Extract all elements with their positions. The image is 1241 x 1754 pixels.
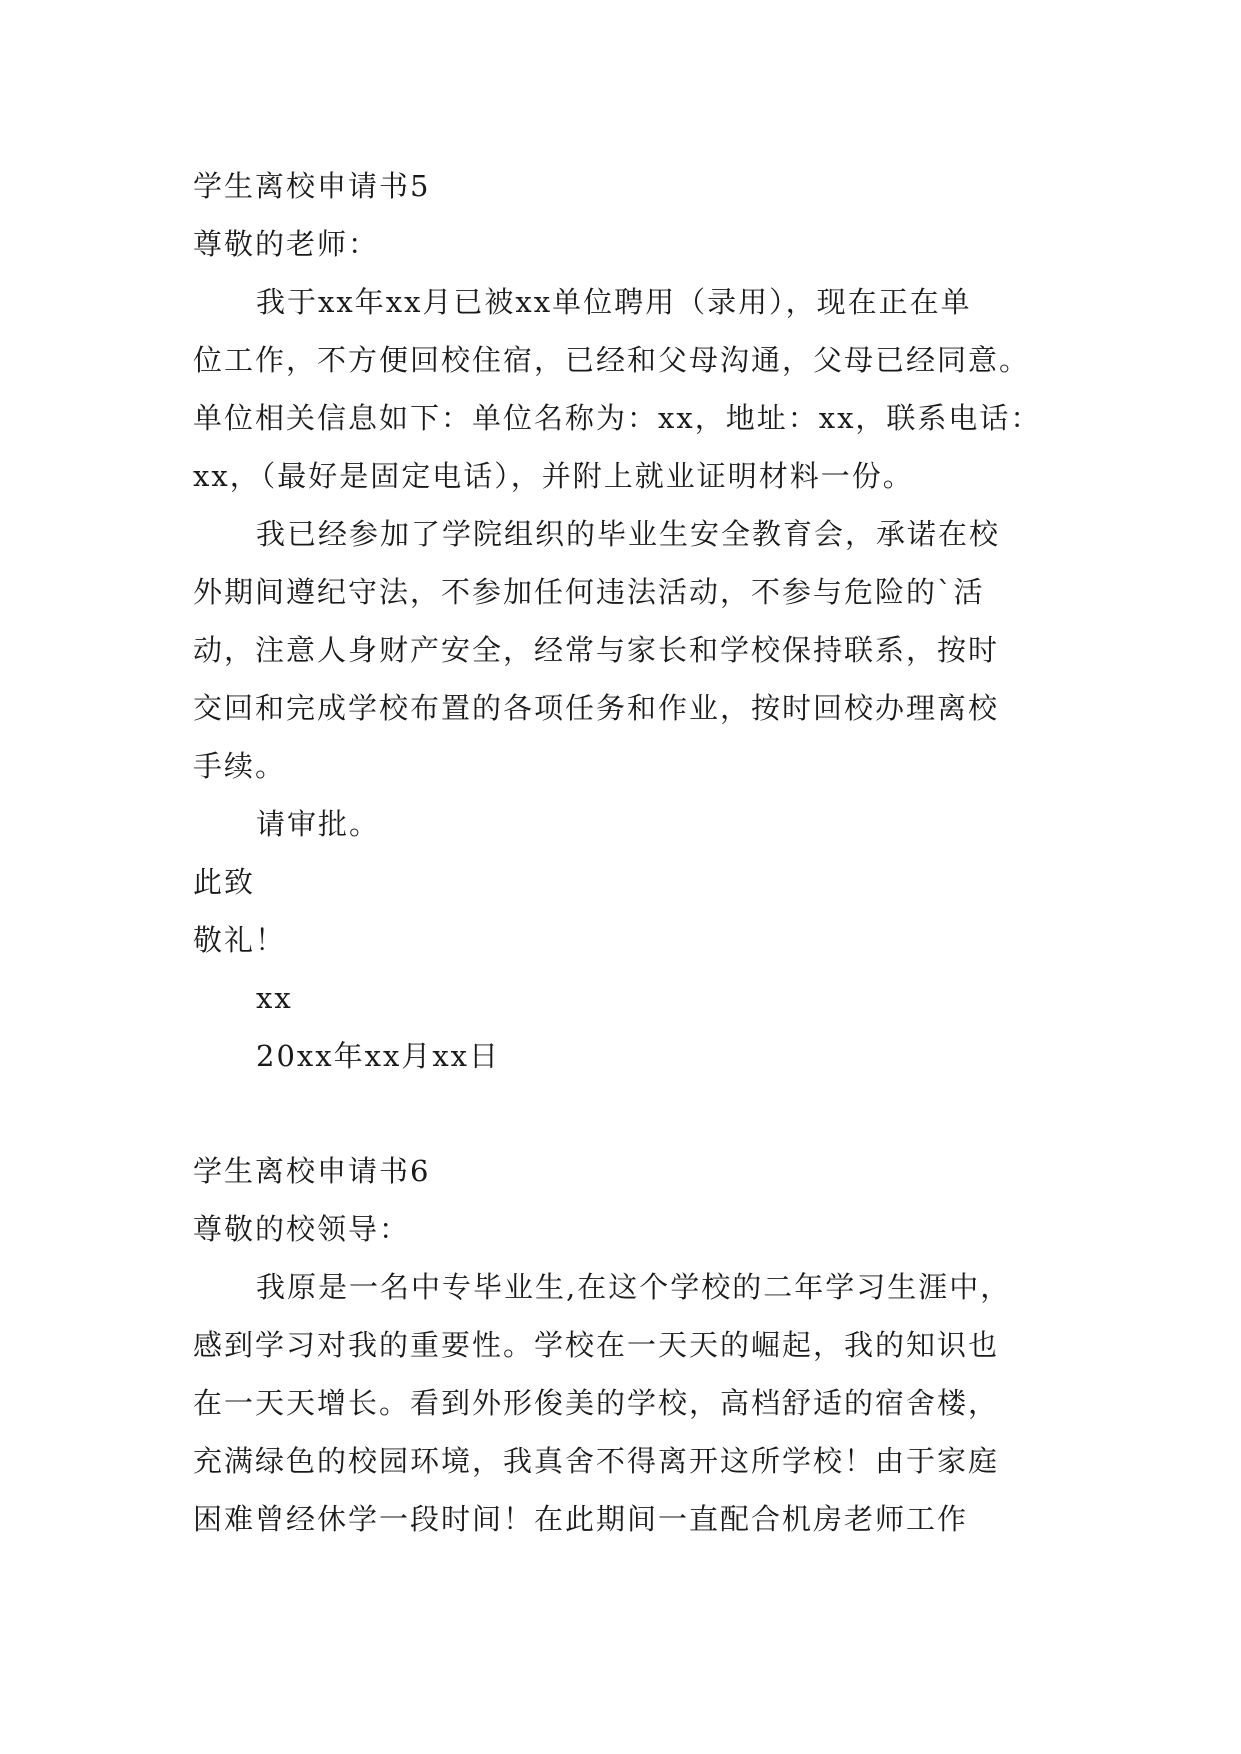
section-5-paragraph-2-line-4: 交回和完成学校布置的各项任务和作业，按时回校办理离校	[193, 691, 1000, 725]
section-5-signature: xx	[256, 981, 293, 1015]
section-6-paragraph-1-line-5: 困难曾经休学一段时间！在此期间一直配合机房老师工作	[193, 1502, 969, 1536]
section-6-paragraph-1-line-2: 感到学习对我的重要性。学校在一天天的崛起，我的知识也	[193, 1328, 1000, 1362]
section-5-paragraph-2-line-2: 外期间遵纪守法，不参加任何违法活动，不参与危险的`活	[193, 575, 985, 609]
section-6-salutation: 尊敬的校领导：	[193, 1212, 411, 1246]
section-5-salutation: 尊敬的老师：	[193, 227, 380, 261]
section-5-date: 20xx年xx月xx日	[256, 1039, 501, 1073]
section-5-request: 请审批。	[256, 807, 381, 841]
section-6-paragraph-1-line-4: 充满绿色的校园环境，我真舍不得离开这所学校！由于家庭	[193, 1444, 1000, 1478]
section-6-paragraph-1-line-1: 我原是一名中专毕业生,在这个学校的二年学习生涯中，	[256, 1270, 1012, 1304]
section-5-paragraph-2-line-1: 我已经参加了学院组织的毕业生安全教育会，承诺在校	[256, 517, 1001, 551]
section-6-title: 学生离校申请书6	[193, 1154, 431, 1188]
section-5-closing-1: 此致	[193, 865, 256, 899]
section-6-paragraph-1-line-3: 在一天天增长。看到外形俊美的学校，高档舒适的宿舍楼，	[193, 1386, 1000, 1420]
section-5-closing-2: 敬礼！	[193, 923, 287, 957]
section-5-paragraph-1-line-4: xx，（最好是固定电话），并附上就业证明材料一份。	[193, 459, 914, 493]
section-5-paragraph-2-line-3: 动，注意人身财产安全，经常与家长和学校保持联系，按时	[193, 633, 1000, 667]
section-5-paragraph-1-line-2: 位工作，不方便回校住宿，已经和父母沟通，父母已经同意。	[193, 343, 1031, 377]
section-5-paragraph-1-line-1: 我于xx年xx月已被xx单位聘用（录用），现在正在单	[256, 285, 972, 319]
section-5-paragraph-1-line-3: 单位相关信息如下：单位名称为：xx，地址：xx，联系电话：	[193, 401, 1042, 435]
section-5-paragraph-2-line-5: 手续。	[193, 749, 287, 783]
section-5-title: 学生离校申请书5	[193, 169, 431, 203]
